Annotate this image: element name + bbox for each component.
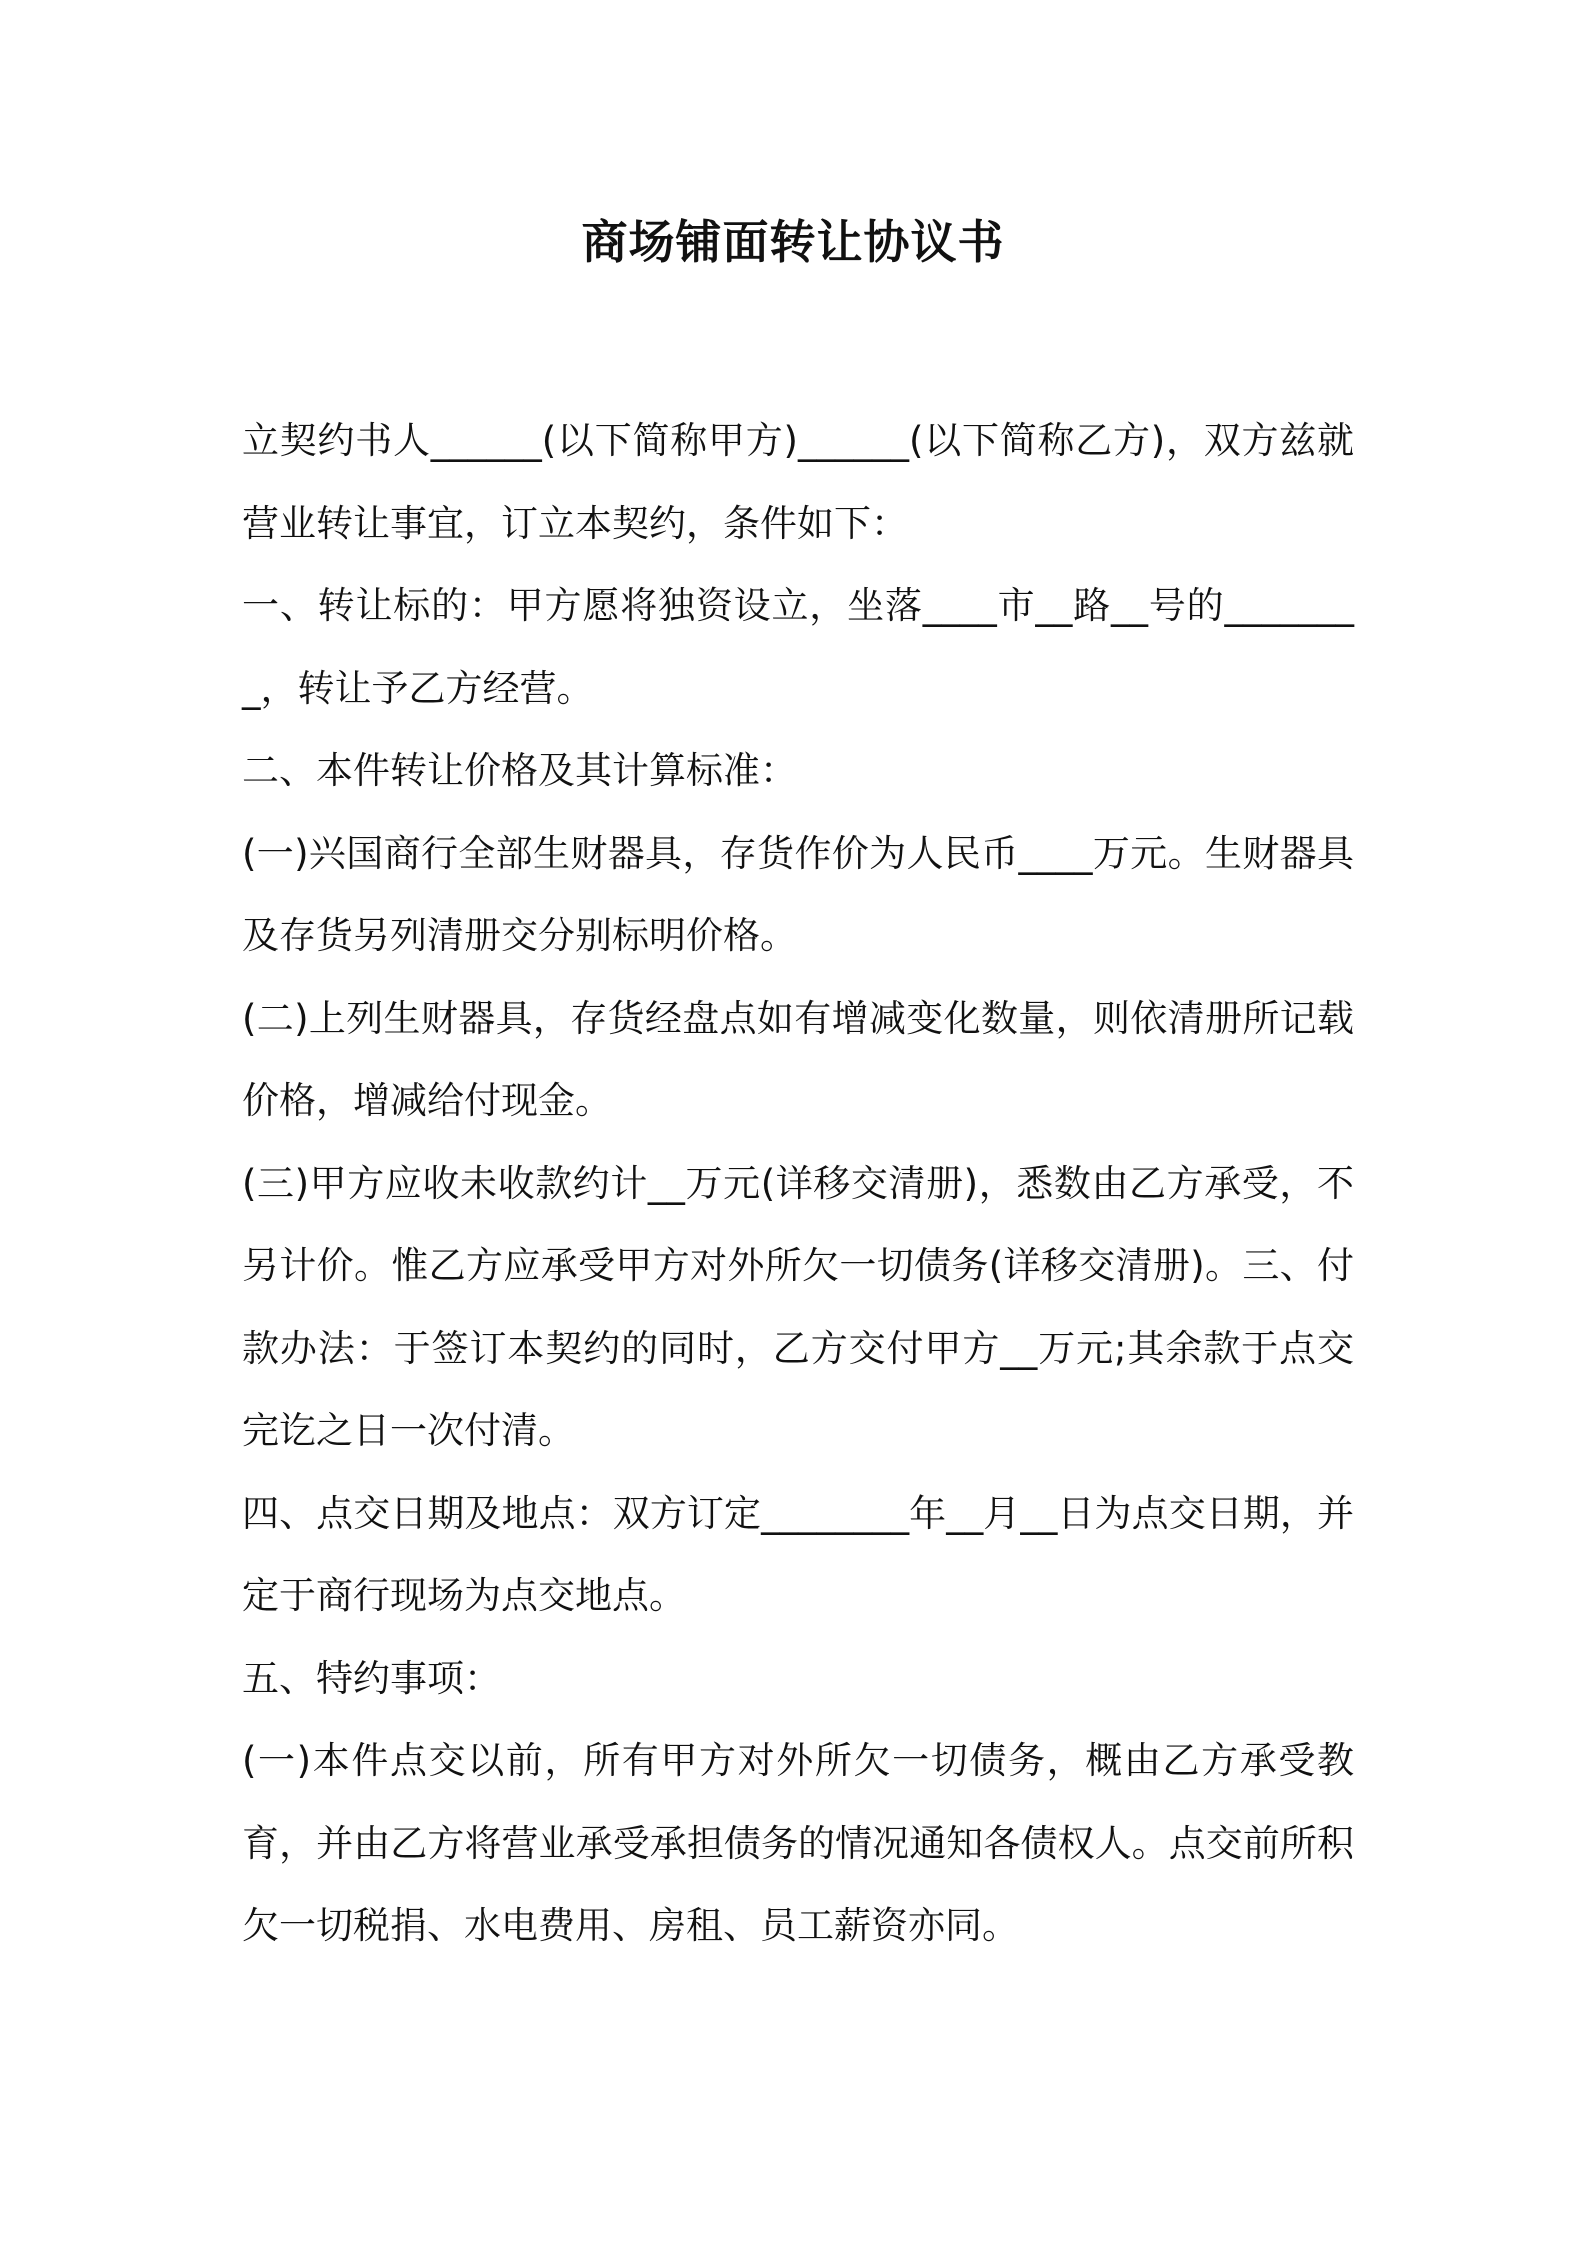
paragraph-clause-2-item-2: (二)上列生财器具，存货经盘点如有增减变化数量，则依清册所记载价格，增减给付现金。 <box>242 996 1354 1122</box>
document-title: 商场铺面转让协议书 <box>581 215 1005 269</box>
paragraph-clause-5-item-1: (一)本件点交以前，所有甲方对外所欠一切债务，概由乙方承受教育，并由乙方将营业承受承担债务的情况通知各债权人。点交前所积欠一切税捐、水电费用、房租、员工薪资亦同。 <box>242 1739 1354 1947</box>
paragraph-preamble: 立契约书人______(以下简称甲方)______(以下简称乙方)，双方兹就营业转让事宜，订立本契约，条件如下： <box>242 419 1354 545</box>
paragraph-clause-4-handover: 四、点交日期及地点：双方订定________年__月__日为点交日期，并定于商行现场为点交地点。 <box>242 1491 1354 1617</box>
paragraph-clause-5-heading: 五、特约事项： <box>242 1656 501 1700</box>
paragraph-clause-2-item-3: (三)甲方应收未收款约计__万元(详移交清册)，悉数由乙方承受，不另计价。惟乙方应承受甲方对外所欠一切债务(详移交清册)。三、付款办法：于签订本契约的同时，乙方交付甲方__万元;其余款于点交完讫之日一次付清。 <box>242 1161 1354 1452</box>
paragraph-clause-1-transfer-subject: 一、转让标的：甲方愿将独资设立，坐落____市__路__号的________，转让予乙方经营。 <box>242 584 1354 710</box>
paragraph-clause-2-heading: 二、本件转让价格及其计算标准： <box>242 749 797 792</box>
document-body <box>242 400 1354 1968</box>
paragraph-clause-2-item-1: (一)兴国商行全部生财器具，存货作价为人民币____万元。生财器具及存货另列清册交分别标明价格。 <box>242 831 1354 957</box>
